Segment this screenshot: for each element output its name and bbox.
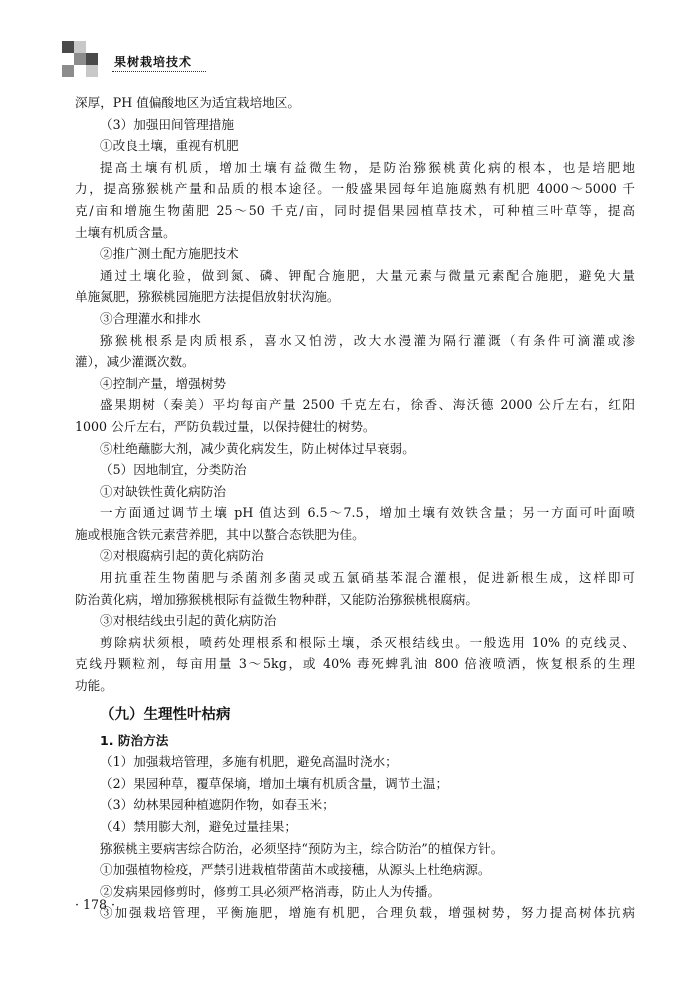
text-line: （5）因地制宜，分类防治 — [100, 462, 247, 478]
text-line: ④控制产量，增强树势 — [100, 375, 226, 391]
text-line: 通过土壤化验，做到氮、磷、钾配合施肥，大量元素与微量元素配合施肥，避免大量 — [100, 267, 635, 283]
text-line: ⑤杜绝蘸膨大剂，减少黄化病发生，防止树体过早衰弱。 — [100, 440, 415, 456]
text-line: ①改良土壤，重视有机肥 — [100, 138, 239, 154]
text-line: 一方面通过调节土壤 pH 值达到 6.5～7.5，增加土壤有效铁含量；另一方面可叶面喷 — [100, 505, 635, 521]
text-line: 防治黄化病，增加猕猴桃根际有益微生物种群，又能防治猕猴桃根腐病。 — [75, 591, 478, 607]
text-line: 猕猴桃主要病害综合防治，必须坚持“预防为主，综合防治”的植保方针。 — [100, 840, 504, 856]
text-line: 力，提高猕猴桃产量和品质的根本途径。一般盛果园每年追施腐熟有机肥 4000～5000 千 — [75, 181, 635, 197]
text-line: 土壤有机质含量。 — [75, 224, 176, 240]
section-heading: （九）生理性叶枯病 — [100, 706, 231, 723]
text-line: 深厚，PH 值偏酸地区为适宜栽培地区。 — [75, 95, 300, 110]
text-line: 1000 公斤左右，严防负载过量，以保持健壮的树势。 — [75, 418, 376, 434]
text-line: （3）幼林果园种植遮阴作物，如春玉米； — [100, 797, 335, 813]
text-line: 灌），减少灌溉次数。 — [75, 354, 195, 370]
page-body — [75, 92, 635, 924]
text-line: 提高土壤有机质，增加土壤有益微生物，是防治猕猴桃黄化病的根本，也是培肥地 — [100, 159, 635, 175]
subsection-heading: 1. 防治方法 — [100, 732, 169, 748]
text-line: 剪除病状须根，喷药处理根系和根际土壤，杀灭根结线虫。一般选用 10% 的克线灵、 — [100, 634, 635, 650]
text-line: （2）果园种草，覆草保墒，增加土壤有机质含量，调节土温； — [100, 775, 449, 791]
book-title: 果树栽培技术 — [114, 55, 193, 69]
text-line: 克/亩和增施生物菌肥 25～50 千克/亩，同时提倡果园植草技术，可种植三叶草等，提高 — [75, 202, 635, 218]
text-line: （1）加强栽培管理，多施有机肥，避免高温时浇水； — [100, 754, 398, 770]
text-line: 盛果期树（秦美）平均每亩产量 2500 千克左右，徐香、海沃德 2000 公斤左右，红阳 — [100, 397, 635, 413]
text-line: ③对根结线虫引起的黄化病防治 — [100, 613, 277, 629]
text-line: ①对缺铁性黄化病防治 — [100, 483, 226, 499]
header-logo — [62, 41, 104, 77]
text-line: 施或根施含铁元素营养肥，其中以螯合态铁肥为佳。 — [75, 526, 365, 542]
text-line: ③加强栽培管理，平衡施肥，增施有机肥，合理负载，增强树势，努力提高树体抗病 — [100, 905, 635, 921]
text-line: 单施氮肥，猕猴桃园施肥方法提倡放射状沟施。 — [75, 289, 340, 305]
text-line: ②发病果园修剪时，修剪工具必须严格消毒，防止人为传播。 — [100, 883, 441, 899]
text-line: ③合理灌水和排水 — [100, 310, 201, 326]
text-line: ②推广测土配方施肥技术 — [100, 246, 239, 262]
header-rule — [112, 71, 206, 72]
text-line: 功能。 — [75, 678, 113, 694]
text-line: （3）加强田间管理措施 — [100, 116, 234, 132]
text-line: ②对根腐病引起的黄化病防治 — [100, 548, 264, 564]
text-line: 猕猴桃根系是肉质根系，喜水又怕涝，改大水漫灌为隔行灌溉（有条件可滴灌或渗 — [100, 332, 635, 348]
text-line: ①加强植物检疫，严禁引进栽植带菌苗木或接穗，从源头上杜绝病源。 — [100, 862, 491, 878]
page-number: · 178 · — [75, 897, 116, 912]
text-line: （4）禁用膨大剂，避免过量挂果； — [100, 819, 297, 834]
text-line: 克线丹颗粒剂，每亩用量 3～5kg，或 40% 毒死蜱乳油 800 倍液喷洒，恢复根系的生理 — [75, 656, 635, 672]
text-line: 用抗重茬生物菌肥与杀菌剂多菌灵或五氯硝基苯混合灌根，促进新根生成，这样即可 — [100, 570, 635, 586]
